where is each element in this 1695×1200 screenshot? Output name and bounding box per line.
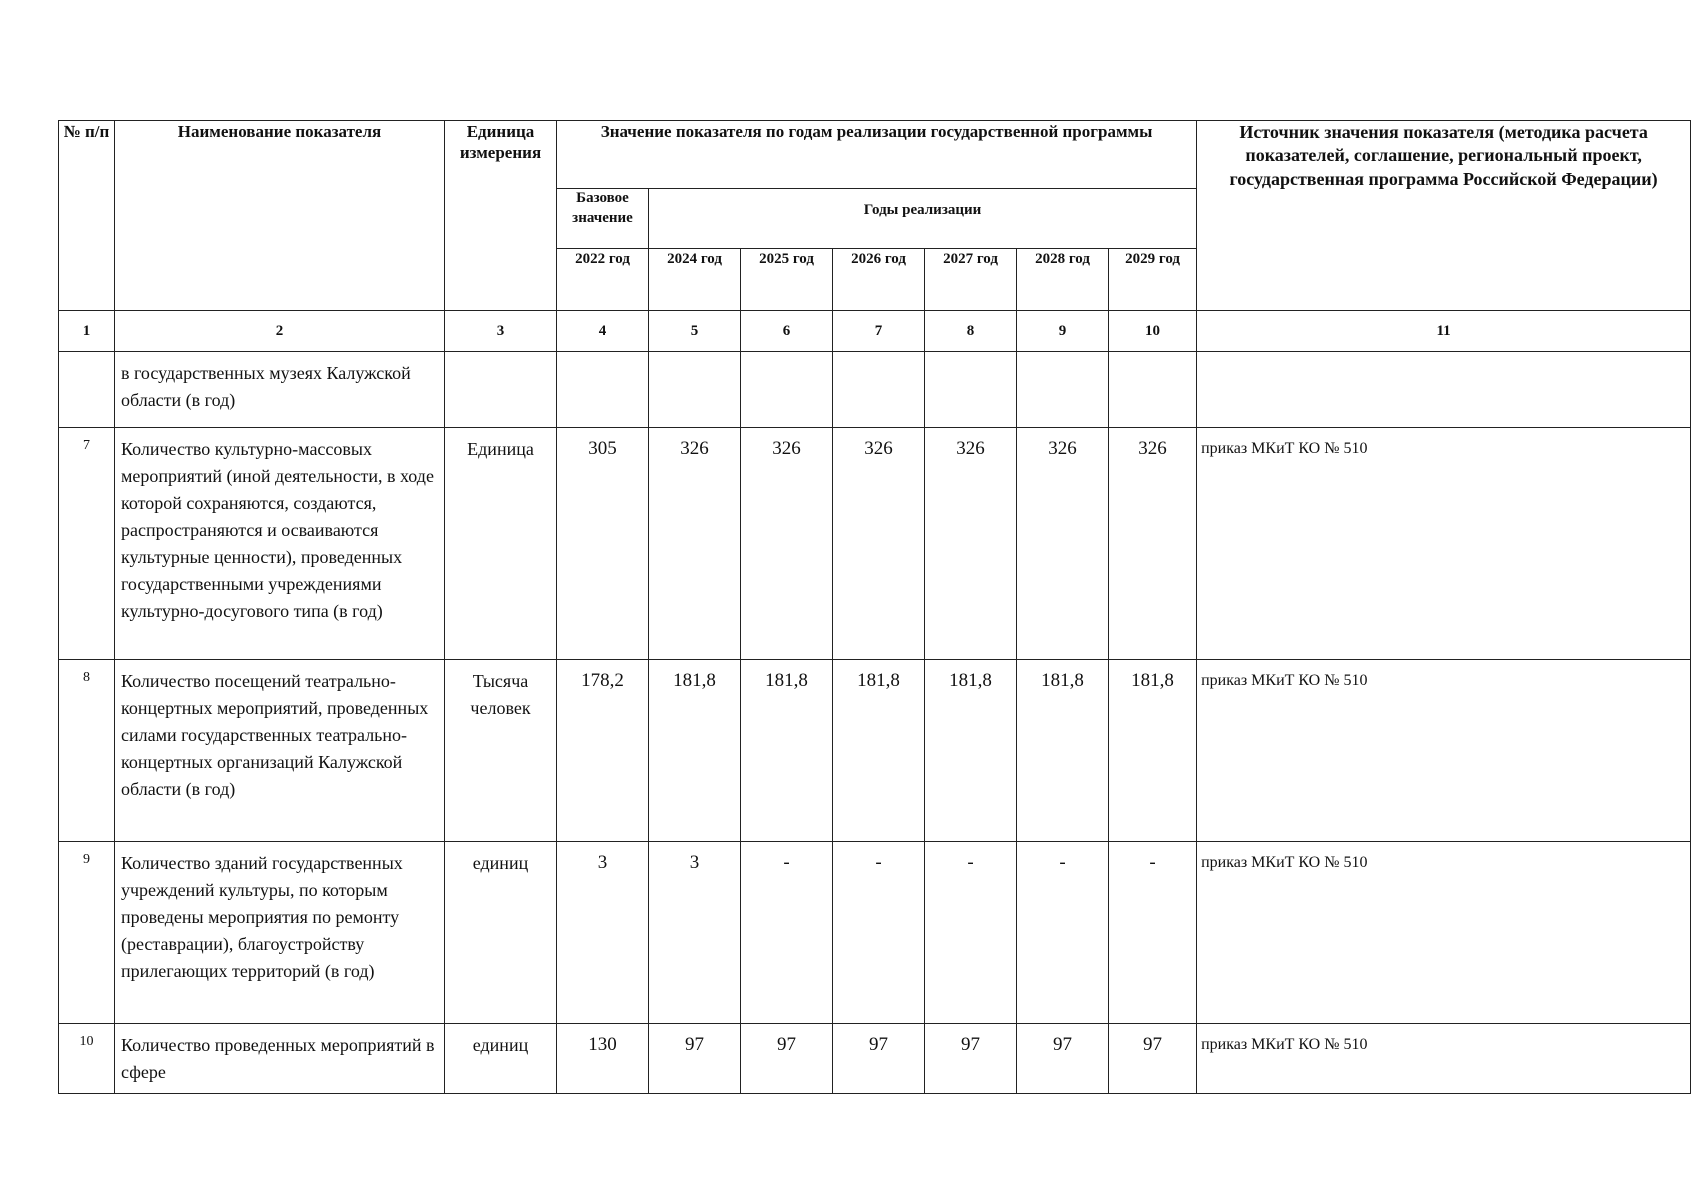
value-cell: 326 xyxy=(649,428,741,660)
header-year: 2027 год xyxy=(925,249,1017,311)
value-cell xyxy=(925,352,1017,428)
indicator-name: Количество зданий государственных учреждений культуры, по которым проведены мероприятия по ремонту (реставрации), благоустройству прилегающих территорий (в год) xyxy=(115,842,445,1024)
header-values-group: Значение показателя по годам реализации государственной программы xyxy=(557,121,1197,189)
value-cell xyxy=(1017,352,1109,428)
header-source: Источник значения показателя (методика расчета показателей, соглашение, региональный проект, государственная программа Российской Федерации) xyxy=(1197,121,1691,311)
value-cell: 181,8 xyxy=(1109,660,1197,842)
value-cell: 181,8 xyxy=(1017,660,1109,842)
column-number: 8 xyxy=(925,311,1017,352)
value-cell xyxy=(741,352,833,428)
value-cell: 97 xyxy=(925,1024,1017,1094)
header-year: 2026 год xyxy=(833,249,925,311)
value-cell: 326 xyxy=(741,428,833,660)
header-year: 2029 год xyxy=(1109,249,1197,311)
column-number: 10 xyxy=(1109,311,1197,352)
header-years-group: Годы реализации xyxy=(649,189,1197,249)
indicator-unit xyxy=(445,352,557,428)
row-number: 9 xyxy=(59,842,115,1024)
value-cell xyxy=(649,352,741,428)
value-cell: 97 xyxy=(1017,1024,1109,1094)
row-number: 10 xyxy=(59,1024,115,1094)
column-number: 6 xyxy=(741,311,833,352)
value-cell: 97 xyxy=(649,1024,741,1094)
value-cell: 181,8 xyxy=(741,660,833,842)
value-cell: 181,8 xyxy=(833,660,925,842)
header-year: 2022 год xyxy=(557,249,649,311)
table-row xyxy=(59,1024,1691,1094)
indicator-unit: единиц xyxy=(445,842,557,1024)
indicator-name: Количество проведенных мероприятий в сфере xyxy=(115,1024,445,1094)
header-base: Базовое значение xyxy=(557,189,649,249)
value-cell: 97 xyxy=(1109,1024,1197,1094)
indicator-source: приказ МКиТ КО № 510 xyxy=(1197,1024,1691,1094)
value-cell: 130 xyxy=(557,1024,649,1094)
table-row xyxy=(59,660,1691,842)
indicator-name: в государственных музеях Калужской области (в год) xyxy=(115,352,445,428)
value-cell xyxy=(833,352,925,428)
value-cell: 178,2 xyxy=(557,660,649,842)
row-number xyxy=(59,352,115,428)
column-number: 11 xyxy=(1197,311,1691,352)
table-row xyxy=(59,352,1691,428)
indicator-unit: Тысяча человек xyxy=(445,660,557,842)
indicator-unit: единиц xyxy=(445,1024,557,1094)
header-unit: Единица измерения xyxy=(445,121,557,311)
header-year: 2025 год xyxy=(741,249,833,311)
value-cell: - xyxy=(925,842,1017,1024)
column-number: 7 xyxy=(833,311,925,352)
value-cell: 326 xyxy=(1109,428,1197,660)
value-cell: 305 xyxy=(557,428,649,660)
value-cell: - xyxy=(833,842,925,1024)
column-number: 5 xyxy=(649,311,741,352)
value-cell: 326 xyxy=(925,428,1017,660)
row-number: 8 xyxy=(59,660,115,842)
indicator-source xyxy=(1197,352,1691,428)
row-number: 7 xyxy=(59,428,115,660)
value-cell: - xyxy=(1109,842,1197,1024)
indicator-name: Количество посещений театрально-концертных мероприятий, проведенных силами государственных театрально-концертных организаций Калужской области (в год) xyxy=(115,660,445,842)
value-cell: 181,8 xyxy=(649,660,741,842)
value-cell: 3 xyxy=(649,842,741,1024)
column-number: 9 xyxy=(1017,311,1109,352)
value-cell xyxy=(1109,352,1197,428)
value-cell: 97 xyxy=(741,1024,833,1094)
header-year: 2028 год xyxy=(1017,249,1109,311)
indicator-name: Количество культурно-массовых мероприятий (иной деятельности, в ходе которой сохраняются, создаются, распространяются и осваиваются культурные ценности), проведенных государственными учреждениями культурно-досугового типа (в год) xyxy=(115,428,445,660)
table-row xyxy=(59,428,1691,660)
value-cell: 3 xyxy=(557,842,649,1024)
header-name: Наименование показателя xyxy=(115,121,445,311)
value-cell: - xyxy=(1017,842,1109,1024)
value-cell: 97 xyxy=(833,1024,925,1094)
indicator-source: приказ МКиТ КО № 510 xyxy=(1197,842,1691,1024)
column-number: 1 xyxy=(59,311,115,352)
header-num: № п/п xyxy=(59,121,115,311)
indicator-source: приказ МКиТ КО № 510 xyxy=(1197,428,1691,660)
column-number: 3 xyxy=(445,311,557,352)
column-number: 4 xyxy=(557,311,649,352)
header-year: 2024 год xyxy=(649,249,741,311)
value-cell: 326 xyxy=(1017,428,1109,660)
column-number: 2 xyxy=(115,311,445,352)
value-cell xyxy=(557,352,649,428)
indicator-unit: Единица xyxy=(445,428,557,660)
table-row xyxy=(59,842,1691,1024)
value-cell: 181,8 xyxy=(925,660,1017,842)
value-cell: 326 xyxy=(833,428,925,660)
indicator-source: приказ МКиТ КО № 510 xyxy=(1197,660,1691,842)
indicators-table xyxy=(58,120,1691,1094)
value-cell: - xyxy=(741,842,833,1024)
